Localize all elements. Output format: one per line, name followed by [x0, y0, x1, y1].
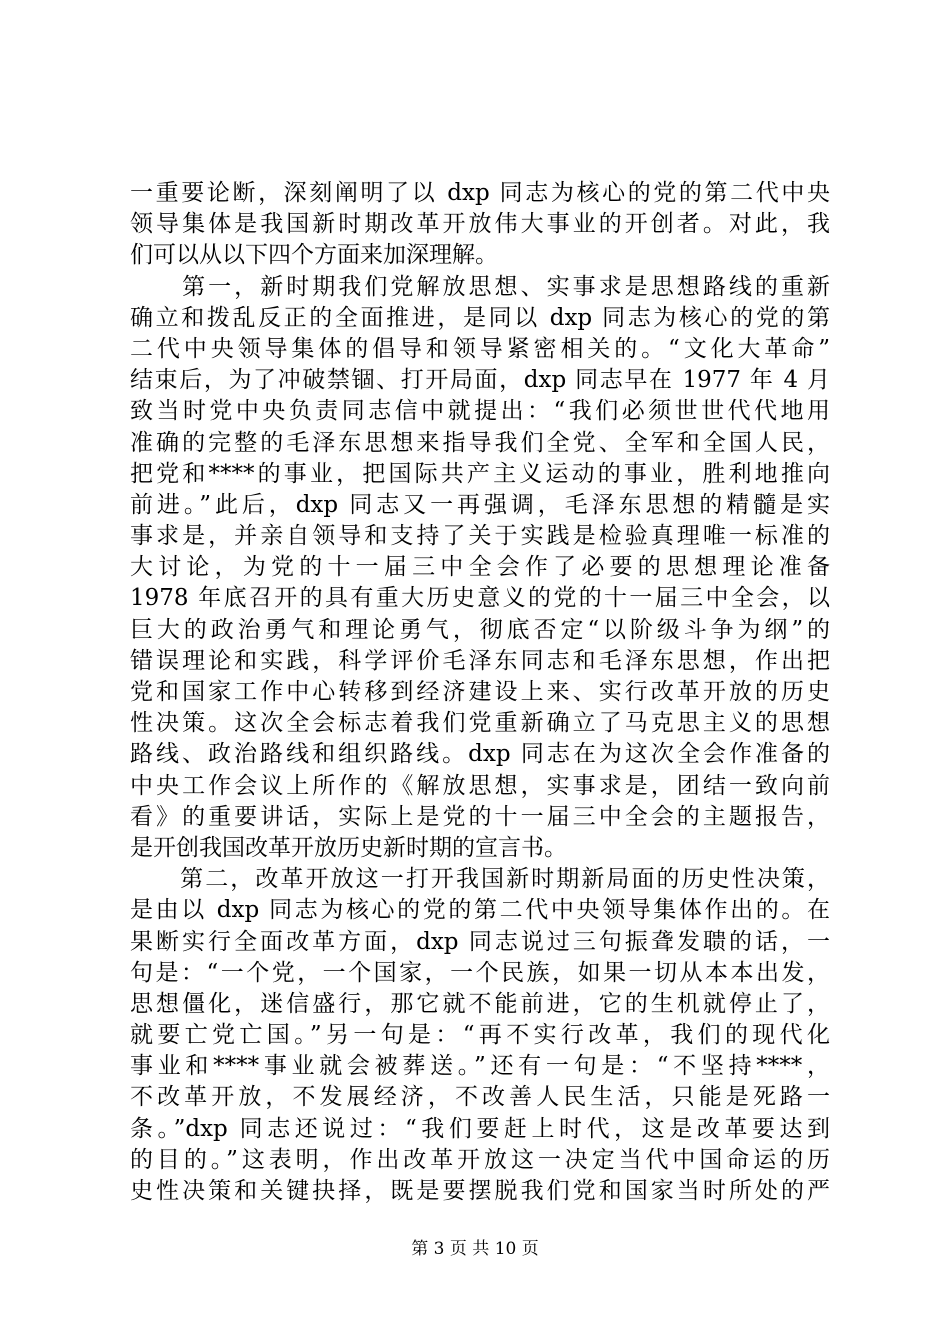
text-line: 果断实行全面改革方面，dxp 同志说过三句振聋发聩的话，一	[130, 928, 830, 955]
text-line: 条。”dxp 同志还说过：“我们要赶上时代，这是改革要达到	[130, 1115, 830, 1142]
page-number-label: 第 3 页 共 10 页	[411, 1239, 539, 1259]
text-line: 中央工作会议上所作的《解放思想，实事求是，团结一致向前	[130, 772, 830, 799]
text-line: 性决策。这次全会标志着我们党重新确立了马克思主义的思想	[130, 710, 830, 737]
text-line: 事求是，并亲自领导和支持了关于实践是检验真理唯一标准的	[130, 523, 830, 550]
text-line: 确立和拨乱反正的全面推进，是同以 dxp 同志为核心的党的第	[130, 304, 830, 331]
text-line: 1978 年底召开的具有重大历史意义的党的十一届三中全会，以	[130, 585, 830, 612]
page-footer	[0, 1238, 950, 1260]
text-line: 的目的。”这表明，作出改革开放这一决定当代中国命运的历	[130, 1146, 830, 1173]
text-line: 思想僵化，迷信盛行，那它就不能前进，它的生机就停止了，	[130, 990, 830, 1017]
text-line: 把党和****的事业，把国际共产主义运动的事业，胜利地推向	[130, 460, 830, 487]
text-line: 句是：“一个党，一个国家，一个民族，如果一切从本本出发，	[130, 959, 830, 986]
text-line: 大讨论，为党的十一届三中全会作了必要的思想理论准备	[130, 554, 830, 581]
text-line: 是由以 dxp 同志为核心的党的第二代中央领导集体作出的。在	[130, 897, 830, 924]
text-line: 就要亡党亡国。”另一句是：“再不实行改革，我们的现代化	[130, 1022, 830, 1049]
text-line: 史性决策和关键抉择，既是要摆脱我们党和国家当时所处的严	[130, 1178, 830, 1204]
text-line: 准确的完整的毛泽东思想来指导我们全党、全军和全国人民，	[130, 429, 830, 456]
text-line: 党和国家工作中心转移到经济建设上来、实行改革开放的历史	[130, 679, 830, 705]
text-line: 事业和****事业就会被葬送。”还有一句是：“不坚持****，	[130, 1053, 830, 1080]
text-line: 致当时党中央负责同志信中就提出：“我们必须世世代代地用	[130, 398, 830, 425]
text-line: 前进。”此后，dxp 同志又一再强调，毛泽东思想的精髓是实	[130, 491, 830, 518]
text-line: 一重要论断，深刻阐明了以 dxp 同志为核心的党的第二代中央	[130, 180, 830, 206]
text-line: 结束后，为了冲破禁锢、打开局面，dxp 同志早在 1977 年 4 月	[130, 367, 830, 394]
text-line: 不改革开放，不发展经济，不改善人民生活，只能是死路一	[130, 1084, 830, 1111]
text-line: 路线、政治路线和组织路线。dxp 同志在为这次全会作准备的	[130, 741, 830, 768]
text-line: 是开创我国改革开放历史新时期的宣言书。	[130, 834, 567, 861]
text-line: 看》的重要讲话，实际上是党的十一届三中全会的主题报告，	[130, 803, 830, 830]
text-line: 们可以从以下四个方面来加深理解。	[130, 242, 498, 269]
text-line: 领导集体是我国新时期改革开放伟大事业的开创者。对此，我	[130, 211, 830, 238]
text-line: 巨大的政治勇气和理论勇气，彻底否定“以阶级斗争为纲”的	[130, 616, 830, 643]
text-line: 二代中央领导集体的倡导和领导紧密相关的。“文化大革命”	[130, 335, 830, 362]
text-line: 第二，改革开放这一打开我国新时期新局面的历史性决策，	[130, 866, 830, 893]
text-line: 错误理论和实践，科学评价毛泽东同志和毛泽东思想，作出把	[130, 647, 830, 674]
body-text	[130, 178, 830, 1207]
text-line: 第一，新时期我们党解放思想、实事求是思想路线的重新	[130, 273, 830, 300]
